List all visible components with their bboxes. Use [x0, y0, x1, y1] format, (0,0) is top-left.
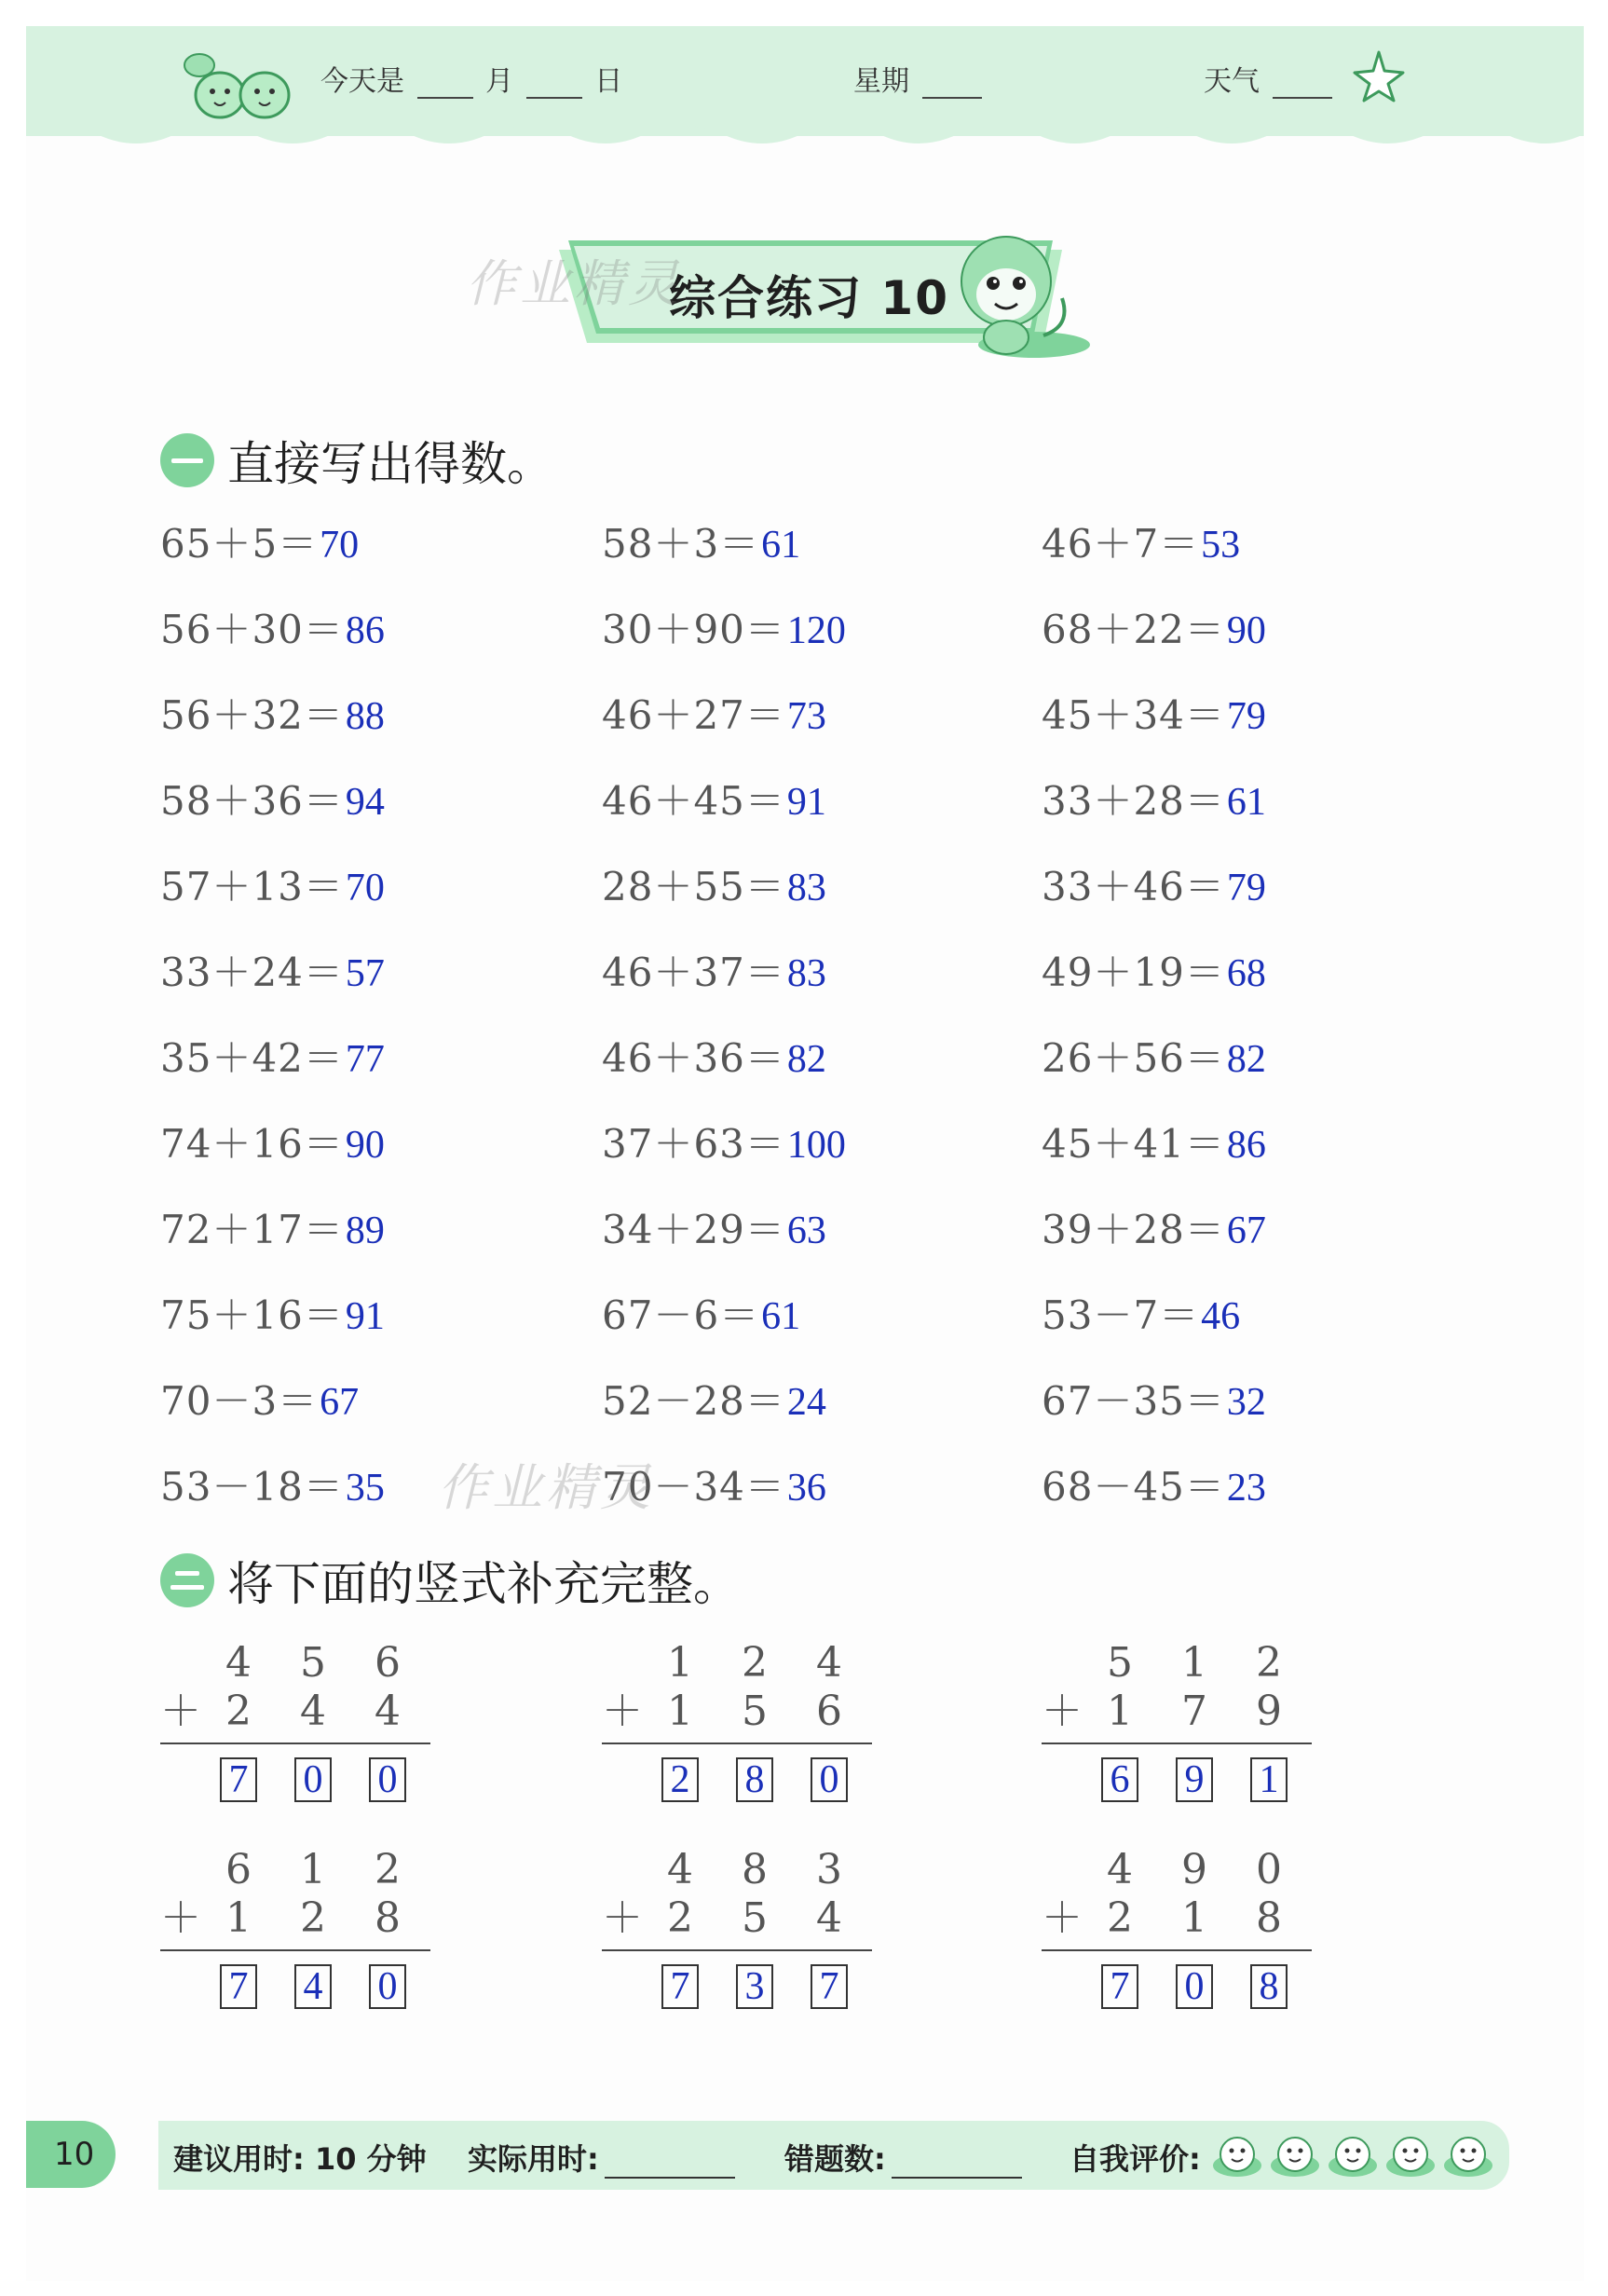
equation-answer[interactable]: 89: [345, 1210, 385, 1252]
equation-expression: 46＋7＝: [1042, 521, 1200, 567]
vertical-addition-problem: [160, 1846, 440, 2008]
sum-digit-box[interactable]: 7: [1101, 1964, 1138, 2009]
section-1-title: 直接写出得数。: [227, 437, 553, 491]
sum-digit-box[interactable]: 0: [811, 1757, 848, 1802]
equation-expression: 56＋30＝: [160, 607, 344, 652]
sum-digit-box[interactable]: 0: [369, 1964, 406, 2009]
equation-answer[interactable]: 88: [345, 695, 385, 738]
equation-expression: 46＋45＝: [602, 778, 785, 824]
addend-digit: 4: [375, 1688, 401, 1735]
equation-answer[interactable]: 68: [1226, 952, 1266, 995]
addend-digit: 4: [667, 1846, 693, 1893]
equation-expression: 53－7＝: [1042, 1292, 1200, 1338]
addend-top-row: [160, 1640, 440, 1687]
month-label: 月: [485, 65, 514, 98]
addend-digit: 0: [1256, 1846, 1282, 1893]
actual-time-field: [468, 2136, 735, 2179]
addend-digit: 5: [300, 1639, 326, 1687]
pea-face-icon[interactable]: [1211, 2128, 1263, 2180]
equation-item: [160, 1202, 385, 1258]
equation-item: [160, 602, 385, 658]
equation-item: [1042, 1459, 1266, 1515]
equation-item: [602, 1374, 826, 1429]
equation-answer[interactable]: 32: [1226, 1381, 1266, 1424]
equation-item: [1042, 1374, 1266, 1429]
sum-digit-box[interactable]: 1: [1250, 1757, 1288, 1802]
equation-answer[interactable]: 86: [1226, 1124, 1266, 1167]
actual-time-blank[interactable]: [605, 2149, 735, 2179]
equation-item: [160, 1374, 359, 1429]
addend-bottom-row: [1042, 1688, 1321, 1735]
sum-digit-box[interactable]: 7: [811, 1964, 848, 2009]
addend-digit: 6: [816, 1688, 842, 1735]
weekday-label: 星期: [853, 65, 909, 98]
sum-digit-box[interactable]: 8: [1250, 1964, 1288, 2009]
equation-item: [1042, 1202, 1266, 1258]
vertical-addition-problem: [1042, 1639, 1321, 1801]
equation-item: [160, 1116, 385, 1172]
addend-digit: 1: [667, 1639, 693, 1687]
equation-expression: 34＋29＝: [602, 1207, 785, 1252]
sum-rule-line: [1042, 1949, 1312, 1951]
sum-digit-box[interactable]: 9: [1176, 1757, 1213, 1802]
equation-answer[interactable]: 90: [1226, 609, 1266, 652]
plus-sign: ＋: [1042, 1688, 1083, 1735]
section-1-badge-icon: [160, 433, 214, 487]
equation-expression: 52－28＝: [602, 1378, 785, 1424]
equation-expression: 39＋28＝: [1042, 1207, 1225, 1252]
equation-expression: 26＋56＝: [1042, 1035, 1225, 1081]
equation-expression: 57＋13＝: [160, 864, 344, 909]
equation-expression: 58＋3＝: [602, 521, 760, 567]
errors-blank[interactable]: [892, 2149, 1022, 2179]
sum-digit-box[interactable]: 0: [294, 1757, 332, 1802]
plus-sign: ＋: [602, 1894, 643, 1942]
addend-bottom-row: [1042, 1895, 1321, 1942]
equation-answer[interactable]: 79: [1226, 695, 1266, 738]
equation-item: [602, 1288, 800, 1344]
sum-digit-box[interactable]: 2: [661, 1757, 699, 1802]
addend-digit: 6: [225, 1846, 252, 1893]
addend-digit: 4: [1107, 1846, 1133, 1893]
day-label: 日: [594, 65, 623, 98]
sum-digit-box[interactable]: 3: [736, 1964, 773, 2009]
equation-expression: 75＋16＝: [160, 1292, 344, 1338]
self-eval-label: 自我评价:: [1070, 2141, 1201, 2177]
equation-answer[interactable]: 91: [345, 1295, 385, 1338]
suggested-time: 建议用时: 10 分钟: [173, 2141, 427, 2177]
equation-answer[interactable]: 120: [786, 609, 846, 652]
addend-digit: 2: [375, 1846, 401, 1893]
equation-item: [1042, 1288, 1240, 1344]
equation-expression: 33＋46＝: [1042, 864, 1225, 909]
equation-item: [602, 859, 826, 915]
equation-expression: 35＋42＝: [160, 1035, 344, 1081]
sum-digit-box[interactable]: 0: [1176, 1964, 1213, 2009]
addend-bottom-row: [602, 1895, 881, 1942]
sum-digit-box[interactable]: 7: [220, 1757, 257, 1802]
equation-answer[interactable]: 94: [345, 781, 385, 824]
equation-expression: 70－34＝: [602, 1464, 785, 1510]
pea-face-icon[interactable]: [1327, 2128, 1379, 2180]
addend-digit: 6: [375, 1639, 401, 1687]
equation-item: [1042, 773, 1266, 829]
day-blank[interactable]: [526, 69, 582, 99]
equation-answer[interactable]: 67: [1226, 1210, 1266, 1252]
weather-label: 天气: [1204, 65, 1260, 98]
month-blank[interactable]: [417, 69, 473, 99]
addend-digit: 8: [742, 1846, 768, 1893]
vertical-addition-problem: [602, 1639, 881, 1801]
sum-rule-line: [160, 1742, 430, 1744]
vertical-addition-problem: [1042, 1846, 1321, 2008]
equation-expression: 56＋32＝: [160, 692, 344, 738]
equation-expression: 67－6＝: [602, 1292, 760, 1338]
equation-expression: 68＋22＝: [1042, 607, 1225, 652]
equation-answer[interactable]: 61: [761, 1295, 801, 1338]
equation-answer[interactable]: 70: [345, 867, 385, 909]
equation-item: [1042, 688, 1266, 744]
addend-digit: 2: [1107, 1894, 1133, 1942]
addend-bottom-row: [160, 1895, 440, 1942]
equation-item: [1042, 945, 1266, 1001]
equation-answer[interactable]: 61: [761, 524, 801, 567]
weather-field: [1204, 58, 1336, 99]
addend-digit: 5: [742, 1688, 768, 1735]
equation-answer[interactable]: 82: [1226, 1038, 1266, 1081]
addend-digit: 1: [300, 1846, 326, 1893]
equation-answer[interactable]: 79: [1226, 867, 1266, 909]
errors-label: 错题数:: [784, 2141, 886, 2177]
addend-digit: 7: [1181, 1688, 1207, 1735]
equation-item: [602, 1202, 826, 1258]
pea-face-icon[interactable]: [1442, 2128, 1494, 2180]
equation-answer[interactable]: 61: [1226, 781, 1266, 824]
equation-answer[interactable]: 83: [786, 952, 826, 995]
sum-rule-line: [1042, 1742, 1312, 1744]
equation-item: [160, 1288, 385, 1344]
addend-top-row: [1042, 1640, 1321, 1687]
equation-item: [160, 773, 385, 829]
equation-expression: 70－3＝: [160, 1378, 319, 1424]
vertical-addition-problem: [602, 1846, 881, 2008]
equation-item: [160, 1459, 385, 1515]
monkey-mascot-icon: [932, 224, 1090, 363]
equation-item: [160, 859, 385, 915]
equation-answer[interactable]: 23: [1226, 1467, 1266, 1510]
page-title: 综合练习 10: [669, 271, 949, 325]
equation-answer[interactable]: 86: [345, 609, 385, 652]
addend-digit: 2: [667, 1894, 693, 1942]
actual-time-label: 实际用时:: [468, 2141, 599, 2177]
equation-item: [1042, 859, 1266, 915]
equation-expression: 45＋34＝: [1042, 692, 1225, 738]
equation-answer[interactable]: 91: [786, 781, 826, 824]
addend-digit: 5: [1107, 1639, 1133, 1687]
equation-item: [1042, 1031, 1266, 1086]
addend-digit: 1: [1107, 1688, 1133, 1735]
sum-digit-box[interactable]: 4: [294, 1964, 332, 2009]
equation-answer[interactable]: 36: [786, 1467, 826, 1510]
addend-digit: 9: [1181, 1846, 1207, 1893]
equation-expression: 67－35＝: [1042, 1378, 1225, 1424]
addend-top-row: [602, 1640, 881, 1687]
section-2-title: 将下面的竖式补充完整。: [227, 1557, 740, 1611]
equation-answer[interactable]: 70: [320, 524, 360, 567]
equation-item: [602, 1031, 826, 1086]
equation-item: [160, 1031, 385, 1086]
plus-sign: ＋: [160, 1894, 201, 1942]
watermark-top: 作业精灵: [466, 254, 682, 313]
addend-digit: 2: [1256, 1639, 1282, 1687]
date-field: [320, 58, 622, 99]
equation-answer[interactable]: 53: [1201, 524, 1241, 567]
equation-expression: 37＋63＝: [602, 1121, 785, 1167]
sum-rule-line: [602, 1949, 872, 1951]
vertical-addition-problem: [160, 1639, 440, 1801]
equation-answer[interactable]: 63: [786, 1210, 826, 1252]
sum-digit-box[interactable]: 0: [369, 1757, 406, 1802]
equation-answer[interactable]: 57: [345, 952, 385, 995]
addend-digit: 4: [225, 1639, 252, 1687]
equation-item: [602, 773, 826, 829]
equation-answer[interactable]: 67: [320, 1381, 360, 1424]
equation-expression: 74＋16＝: [160, 1121, 344, 1167]
sum-digit-box[interactable]: 7: [661, 1964, 699, 2009]
equation-answer[interactable]: 83: [786, 867, 826, 909]
sum-digit-box[interactable]: 7: [220, 1964, 257, 2009]
page-number: 10: [54, 2136, 95, 2173]
pea-face-icon[interactable]: [1269, 2128, 1321, 2180]
sum-digit-box[interactable]: 8: [736, 1757, 773, 1802]
equation-item: [602, 688, 826, 744]
equation-expression: 68－45＝: [1042, 1464, 1225, 1510]
peas-icon: [177, 41, 298, 123]
addend-bottom-row: [602, 1688, 881, 1735]
header-wave-edge: [26, 121, 1584, 158]
addend-digit: 8: [375, 1894, 401, 1942]
sum-rule-line: [160, 1949, 430, 1951]
plus-sign: ＋: [602, 1688, 643, 1735]
equation-expression: 45＋41＝: [1042, 1121, 1225, 1167]
equation-answer[interactable]: 100: [786, 1124, 846, 1167]
watermark-middle: 作业精灵: [438, 1458, 654, 1517]
equation-expression: 46＋27＝: [602, 692, 785, 738]
section-2-badge-icon: [160, 1553, 214, 1607]
equation-expression: 33＋24＝: [160, 950, 344, 995]
addend-digit: 4: [300, 1688, 326, 1735]
addend-digit: 1: [1181, 1894, 1207, 1942]
equation-answer[interactable]: 46: [1201, 1295, 1241, 1338]
equation-item: [602, 516, 800, 572]
equation-item: [602, 1116, 846, 1172]
addend-digit: 4: [816, 1894, 842, 1942]
plus-sign: ＋: [160, 1688, 201, 1735]
equation-item: [1042, 602, 1266, 658]
addend-digit: 5: [742, 1894, 768, 1942]
equation-item: [1042, 516, 1240, 572]
sum-digit-box[interactable]: 6: [1101, 1757, 1138, 1802]
equation-expression: 65＋5＝: [160, 521, 319, 567]
equation-expression: 46＋37＝: [602, 950, 785, 995]
equation-answer[interactable]: 90: [345, 1124, 385, 1167]
section-1-header: [160, 427, 553, 494]
addend-digit: 1: [1181, 1639, 1207, 1687]
equation-answer[interactable]: 77: [345, 1038, 385, 1081]
addend-digit: 1: [667, 1688, 693, 1735]
plus-sign: ＋: [1042, 1894, 1083, 1942]
section-2-header: [160, 1547, 740, 1614]
equation-item: [602, 602, 846, 658]
pea-face-icon[interactable]: [1384, 2128, 1437, 2180]
equation-expression: 58＋36＝: [160, 778, 344, 824]
addend-top-row: [602, 1847, 881, 1893]
equation-answer[interactable]: 24: [786, 1381, 826, 1424]
equation-expression: 28＋55＝: [602, 864, 785, 909]
equation-expression: 53－18＝: [160, 1464, 344, 1510]
addend-digit: 2: [225, 1688, 252, 1735]
addend-digit: 8: [1256, 1894, 1282, 1942]
addend-top-row: [1042, 1847, 1321, 1893]
equation-item: [160, 945, 385, 1001]
addend-digit: 1: [225, 1894, 252, 1942]
equation-answer[interactable]: 82: [786, 1038, 826, 1081]
equation-item: [1042, 1116, 1266, 1172]
equation-item: [160, 516, 359, 572]
equation-expression: 72＋17＝: [160, 1207, 344, 1252]
equation-item: [602, 945, 826, 1001]
weekday-blank[interactable]: [922, 69, 982, 99]
addend-digit: 2: [742, 1639, 768, 1687]
star-icon: [1351, 48, 1407, 104]
weather-blank[interactable]: [1273, 69, 1332, 99]
weekday-field: [853, 58, 986, 99]
today-label: 今天是: [320, 65, 404, 98]
equation-expression: 46＋36＝: [602, 1035, 785, 1081]
addend-top-row: [160, 1847, 440, 1893]
addend-digit: 3: [816, 1846, 842, 1893]
equation-answer[interactable]: 35: [345, 1467, 385, 1510]
equation-expression: 30＋90＝: [602, 607, 785, 652]
addend-digit: 2: [300, 1894, 326, 1942]
errors-field: [784, 2136, 1022, 2179]
equation-item: [160, 688, 385, 744]
equation-expression: 33＋28＝: [1042, 778, 1225, 824]
equation-expression: 49＋19＝: [1042, 950, 1225, 995]
equation-answer[interactable]: 73: [786, 695, 826, 738]
addend-digit: 4: [816, 1639, 842, 1687]
addend-bottom-row: [160, 1688, 440, 1735]
addend-digit: 9: [1256, 1688, 1282, 1735]
sum-rule-line: [602, 1742, 872, 1744]
